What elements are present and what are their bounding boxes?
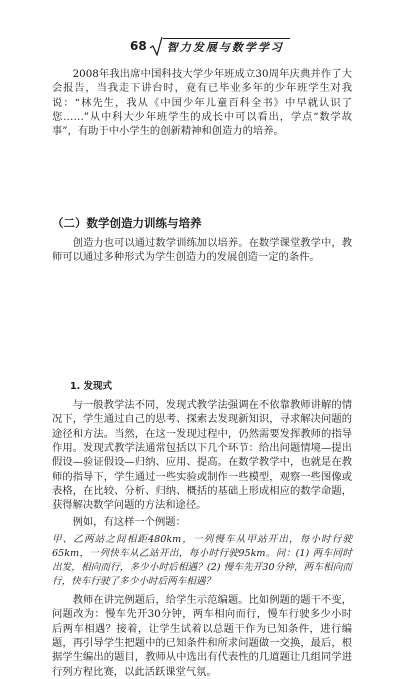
radical-icon xyxy=(149,36,163,56)
paragraph: 例如，有这样一个例题： xyxy=(72,516,186,528)
subsection-title: 1. 发现式 xyxy=(70,381,113,392)
section-title: （二）数学创造力训练与培养 xyxy=(52,216,202,230)
paragraph: 与一般教学法不同，发现式教学法强调在不依靠教师讲解的情况下，学生通过自己的思考、探索去发现新知识，寻求解决问题的途径和方法。当然，在这一发现过程中，仍然需要发挥教师的指导作用。发现式教学法通常包括以下几个环节：给出问题情境—提出假设—验证假设—归纳、应用、提高。在数学教学中，也就是在教师的指导下，学生通过一些实验或制作一些模型，观察一些图像或表格，在比较、分析、归纳、概括的基础上形成相应的数学命题，获得解决数学问题的方法和途径。 xyxy=(52,399,352,512)
running-title: 智力发展与数学学习 xyxy=(163,38,290,55)
page-number: 68 xyxy=(130,39,147,53)
paragraph: 2008年我出席中国科技大学少年班成立30周年庆典并作了大会报告，当我走下讲台时，竟有已毕业多年的少年班学生对我说：“林先生，我从《中国少年儿童百科全书》中早就认识了您……”从中科大少年班学生的成长中可以看出，学点“数学故事”，有助于中小学生的创新精神和创造力的培养。 xyxy=(52,68,352,138)
paragraph: 创造力也可以通过数学训练加以培养。在数学课堂教学中，教师可以通过多种形式为学生创造力的发展创造一定的条件。 xyxy=(52,237,352,264)
example-problem xyxy=(52,533,352,589)
example-text: 甲、乙两站之间相距480km，一列慢车从甲站开出，每小时行驶65km，一列快车从乙站开出，每小时行驶95km。问：(1) 两车同时出发，相向而行，多少小时后相遇？(2) 慢车先开30分钟，两车相向而行，快车行驶了多少小时后两车相遇？ xyxy=(52,534,352,587)
paragraph-block-5 xyxy=(52,593,352,679)
paragraph-block-2 xyxy=(52,236,352,265)
paragraph-block-3 xyxy=(52,398,352,513)
paragraph-block-1 xyxy=(52,67,352,139)
paragraph-block-4 xyxy=(52,515,352,529)
running-header xyxy=(130,36,290,56)
paragraph: 教师在讲完例题后，给学生示范编题。比如例题的题干不变，问题改为：慢车先开30分钟，两车相向而行，慢车行驶多少小时后两车相遇？接着，让学生试着以总题干作为已知条件，进行编题，再引导学生把题中的已知条件和所求问题做一交换，最后，根据学生编出的题目，教师从中选出有代表性的几道题让几组同学进行列方程比赛，以此活跃课堂气氛。 xyxy=(52,594,352,678)
